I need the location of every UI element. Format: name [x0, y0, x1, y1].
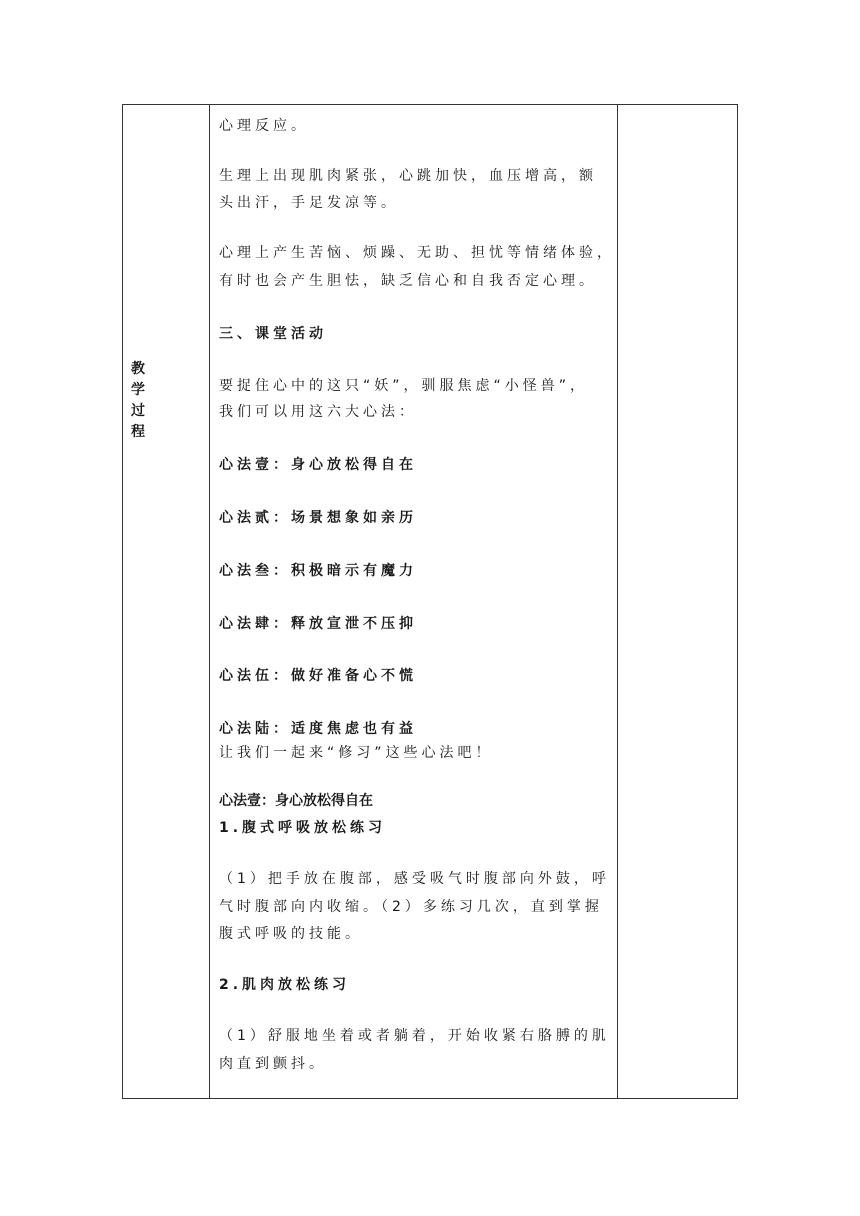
text-line: 我们可以用这六大心法： — [219, 404, 417, 420]
subsection-heading: 心法壹：身心放松得自在 — [219, 793, 373, 809]
text-line: 心理上产生苦恼、烦躁、无助、担忧等情绪体验， — [219, 245, 615, 261]
text-line: 腹式呼吸的技能。 — [219, 926, 363, 942]
section-label: 教学过程 — [131, 361, 145, 440]
text-line: （1）舒服地坐着或者躺着，开始收紧右胳膊的肌 — [219, 1028, 610, 1044]
text-line: 头出汗，手足发凉等。 — [219, 195, 399, 211]
text-line: 要捉住心中的这只“妖”，驯服焦虑“小怪兽”， — [219, 378, 589, 394]
lesson-table — [122, 104, 738, 1099]
left-label-cell — [123, 105, 210, 1098]
method-heading: 心法肆：释放宣泄不压抑 — [219, 616, 417, 632]
method-heading: 心法壹：身心放松得自在 — [219, 457, 417, 473]
section-heading: 三、课堂活动 — [219, 326, 327, 342]
text-line: 有时也会产生胆怯，缺乏信心和自我否定心理。 — [219, 273, 597, 289]
text-line: 心理反应。 — [219, 118, 309, 134]
text-line: 让我们一起来“修习”这些心法吧！ — [219, 745, 494, 761]
method-heading: 心法伍：做好准备心不慌 — [219, 668, 417, 684]
exercise-heading: 1.腹式呼吸放松练习 — [219, 820, 387, 836]
text-line: 生理上出现肌肉紧张，心跳加快，血压增高，额 — [219, 168, 597, 184]
method-heading: 心法贰：场景想象如亲历 — [219, 510, 417, 526]
method-heading: 心法叁：积极暗示有魔力 — [219, 563, 417, 579]
notes-cell — [618, 105, 737, 1098]
text-line: 肉直到颤抖。 — [219, 1056, 327, 1072]
text-line: （1）把手放在腹部，感受吸气时腹部向外鼓，呼 — [219, 871, 610, 887]
text-line: 气时腹部向内收缩。（2）多练习几次，直到掌握 — [219, 899, 603, 915]
content-cell — [210, 105, 618, 1098]
exercise-heading: 2.肌肉放松练习 — [219, 977, 351, 993]
method-heading: 心法陆：适度焦虑也有益 — [219, 721, 417, 737]
